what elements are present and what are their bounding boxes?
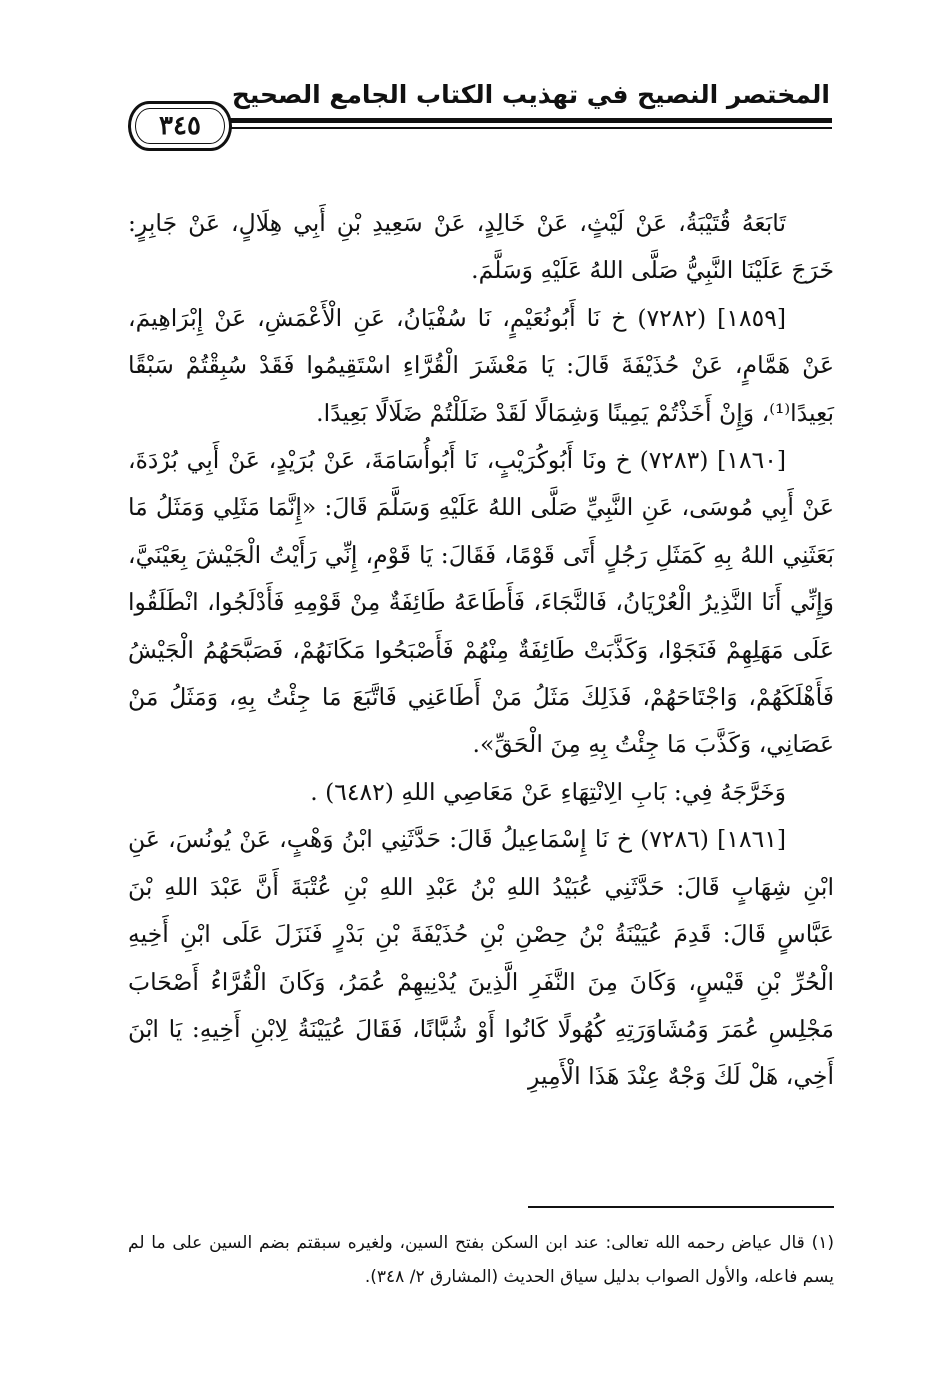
paragraph-hadith-1861: [١٨٦١] (٧٢٨٦) خ نَا إِسْمَاعِيلُ قَالَ: حَدَّثَنِي ابْنُ وَهْبٍ، عَنْ يُونُسَ، عَنِ ابْنِ شِهَابٍ قَالَ: حَدَّثَنِي عُبَيْدُ اللهِ بْنُ عَبْدِ اللهِ بْنِ عُتْبَةَ أَنَّ عَبْدَ اللهِ بْنَ عَبَّاسٍ قَالَ: قَدِمَ عُيَيْنَةُ بْنُ حِصْنِ بْنِ حُذَيْفَةَ بْنِ بَدْرٍ فَنَزَلَ عَلَى ابْنِ أَخِيهِ الْحُرِّ بْنِ قَيْسٍ، وَكَانَ مِنَ النَّفَرِ الَّذِينَ يُدْنِيهِمْ عُمَرُ، وَكَانَ الْقُرَّاءُ أَصْحَابَ مَجْلِسِ عُمَرَ وَمُشَاوَرَتِهِ كُهُولًا كَانُوا أَوْ شُبَّانًا، فَقَالَ عُيَيْنَةُ لِابْنِ أَخِيهِ: يَا ابْنَ أَخِي، هَلْ لَكَ وَجْهٌ عِنْدَ هَذَا الْأَمِيرِ [128, 825, 834, 1091]
header-rule-thin [220, 127, 832, 129]
paragraph-1: تَابَعَهُ قُتَيْبَةُ، عَنْ لَيْثٍ، عَنْ خَالِدٍ، عَنْ سَعِيدِ بْنِ أَبِي هِلَالٍ، عَنْ جَابِرٍ: خَرَجَ عَلَيْنَا النَّبِيُّ صَلَّى اللهُ عَلَيْهِ وَسَلَّمَ. [128, 209, 834, 285]
paragraph-hadith-1860: [١٨٦٠] (٧٢٨٣) خ ونَا أَبُوكُرَيْبٍ، نَا أَبُوأُسَامَةَ، عَنْ بُرَيْدٍ، عَنْ أَبِي بُرْدَةَ، عَنْ أَبِي مُوسَى، عَنِ النَّبِيِّ صَلَّى اللهُ عَلَيْهِ وَسَلَّمَ قَالَ: «إِنَّمَا مَثَلِي وَمَثَلُ مَا بَعَثَنِي اللهُ بِهِ كَمَثَلِ رَجُلٍ أَتَى قَوْمًا، فَقَالَ: يَا قَوْمِ، إِنِّي رَأَيْتُ الْجَيْشَ بِعَيْنَيَّ، وَإِنِّي أَنَا النَّذِيرُ الْعُرْيَانُ، فَالنَّجَاءَ، فَأَطَاعَهُ طَائِفَةٌ مِنْ قَوْمِهِ فَأَدْلَجُوا، انْطَلَقُوا عَلَى مَهَلِهِمْ فَنَجَوْا، وَكَذَّبَتْ طَائِفَةٌ مِنْهُمْ فَأَصْبَحُوا مَكَانَهُمْ، فَصَبَّحَهُمُ الْجَيْشُ فَأَهْلَكَهُمْ، وَاجْتَاحَهُمْ، فَذَلِكَ مَثَلُ مَنْ أَطَاعَنِي فَاتَّبَعَ مَا جِئْتُ بِهِ، وَمَثَلُ مَنْ عَصَانِي، وَكَذَّبَ مَا جِئْتُ بِهِ مِنَ الْحَقِّ». [128, 446, 834, 759]
running-header-title: المختصر النصيح في تهذيب الكتاب الجامع الصحيح [231, 80, 830, 109]
header-rule-thick [220, 118, 832, 123]
paragraph-hadith-1859: [١٨٥٩] (٧٢٨٢) خ نَا أَبُونُعَيْمٍ، نَا سُفْيَانُ، عَنِ الْأَعْمَشِ، عَنْ إِبْرَاهِيمَ، عَنْ هَمَّامٍ، عَنْ حُذَيْفَةَ قَالَ: يَا مَعْشَرَ الْقُرَّاءِ اسْتَقِيمُوا فَقَدْ سُبِقْتُمْ سَبْقًا بَعِيدًا⁽¹⁾، وَإِنْ أَخَذْتُمْ يَمِينًا وَشِمَالًا لَقَدْ ضَلَلْتُمْ ضَلَالًا بَعِيدًا. [128, 303, 834, 427]
footnote-1: (١) قال عياض رحمه الله تعالى: عند ابن السكن بفتح السين، ولغيره سبقتم بضم السين على ما لم يسم فاعله، والأول الصواب بدليل سياق الحديث (المشارق ٢/ ٣٤٨). [128, 1233, 834, 1287]
footnote-separator [528, 1206, 834, 1208]
page-number-frame [128, 101, 232, 151]
footnote [128, 1226, 834, 1294]
paragraph-cross-reference: وَخَرَّجَهُ فِي: بَابِ الِانْتِهَاءِ عَنْ مَعَاصِي اللهِ (٦٤٨٢) . [310, 777, 786, 806]
main-text [128, 200, 834, 1101]
page-number: ٣٤٥ [159, 111, 201, 141]
